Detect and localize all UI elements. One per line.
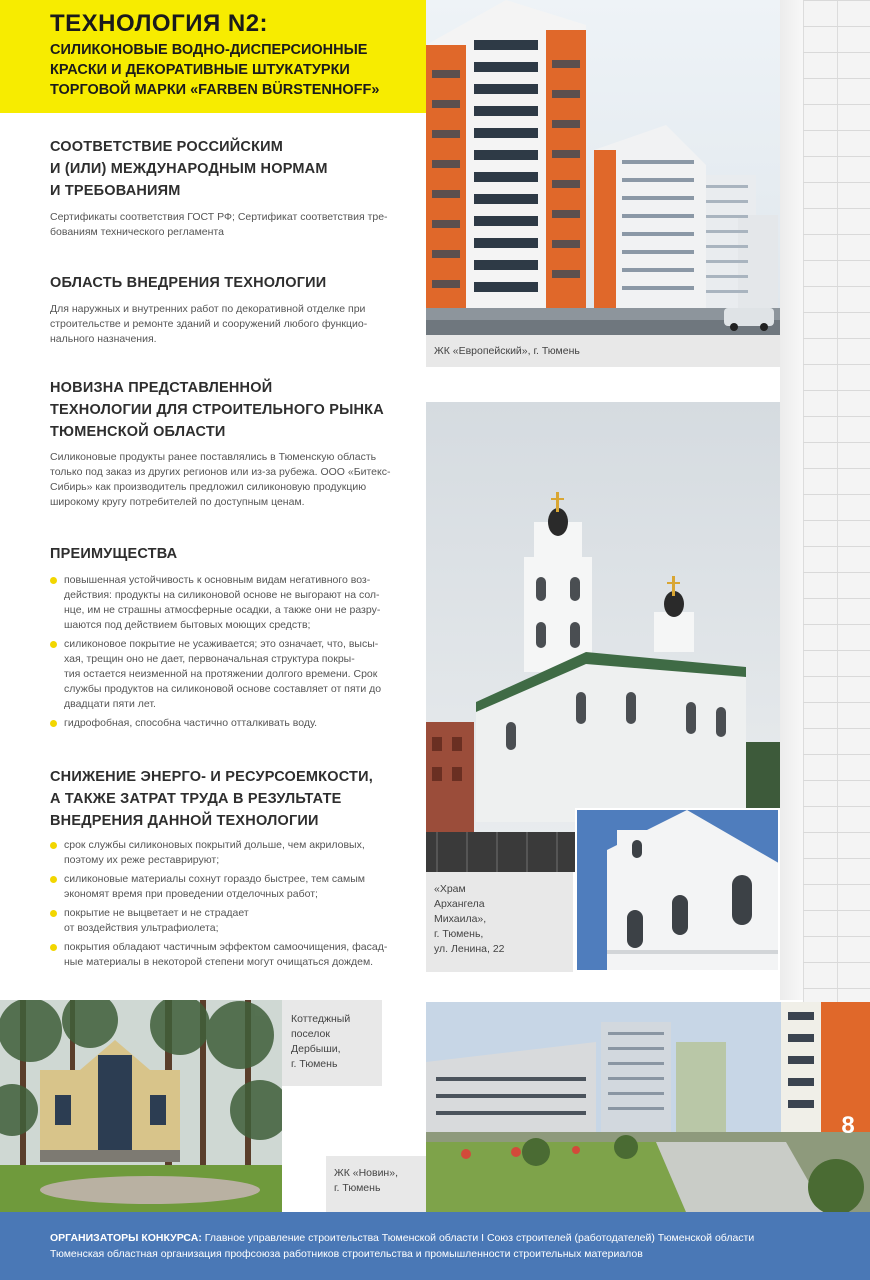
section-heading: НОВИЗНА ПРЕДСТАВЛЕННОЙ bbox=[50, 380, 273, 396]
caption-cottage: Коттеджный поселок Дербыши, г. Тюмень bbox=[282, 1000, 382, 1086]
footer-organizers bbox=[0, 1212, 870, 1280]
church-illustration bbox=[426, 402, 780, 872]
section-heading: И (ИЛИ) МЕЖДУНАРОДНЫМ НОРМАМ bbox=[50, 161, 328, 177]
photo-novin-complex bbox=[426, 1002, 870, 1212]
section-heading: СНИЖЕНИЕ ЭНЕРГО- И РЕСУРСОЕМКОСТИ, bbox=[50, 769, 373, 785]
novin-illustration bbox=[426, 1002, 870, 1212]
caption-novin: ЖК «Новин», г. Тюмень bbox=[326, 1156, 426, 1212]
footer-line-1 bbox=[50, 1230, 870, 1246]
page-title: ТЕХНОЛОГИЯ N2: bbox=[50, 10, 269, 37]
list-item: срок службы силиконовых покрытий дольше, чем акриловых, поэтому их реже реставрируют; bbox=[50, 838, 410, 868]
footer-label: ОРГАНИЗАТОРЫ КОНКУРСА: bbox=[50, 1232, 202, 1244]
section-heading: А ТАКЖЕ ЗАТРАТ ТРУДА В РЕЗУЛЬТАТЕ bbox=[50, 791, 342, 807]
wall-shadow bbox=[780, 0, 804, 1000]
section-novelty bbox=[50, 377, 410, 510]
section-text: Сертификаты соответствия ГОСТ РФ; Сертификат соответствия тре- bbox=[50, 211, 388, 223]
section-text: широкому кругу потребителей по доступным ценам. bbox=[50, 496, 305, 508]
section-heading: ТЕХНОЛОГИИ ДЛЯ СТРОИТЕЛЬНОГО РЫНКА bbox=[50, 402, 384, 418]
section-text: Силиконовые продукты ранее поставлялись в Тюменскую область bbox=[50, 451, 377, 463]
section-text: бованиям технического регламента bbox=[50, 226, 224, 238]
section-text: строительстве и ремонте зданий и сооружений любого функцио- bbox=[50, 318, 368, 330]
page-number: 8 bbox=[841, 1112, 855, 1139]
bullet-dot-icon bbox=[50, 910, 57, 917]
caption-europe: ЖК «Европейский», г. Тюмень bbox=[426, 335, 780, 367]
bullet-dot-icon bbox=[50, 944, 57, 951]
section-heading: ТЮМЕНСКОЙ ОБЛАСТИ bbox=[50, 424, 226, 440]
section-text: Сибирь» как производитель предложил силиконовую продукцию bbox=[50, 481, 367, 493]
bullet-dot-icon bbox=[50, 842, 57, 849]
section-reduction bbox=[50, 766, 410, 974]
photo-church-detail bbox=[575, 808, 780, 972]
section-heading: ПРЕИМУЩЕСТВА bbox=[50, 546, 178, 562]
reduction-list bbox=[50, 838, 410, 970]
footer-organizers-list: Главное управление строительства Тюменской области I Союз строителей (работодателей) Тюменской области bbox=[204, 1232, 755, 1244]
title-block bbox=[0, 0, 426, 113]
section-text: Для наружных и внутренних работ по декоративной отделке при bbox=[50, 303, 366, 315]
bullet-dot-icon bbox=[50, 641, 57, 648]
list-item: повышенная устойчивость к основным видам негативного воз- действия: продукты на силиконовой основе не выгорают на сол- нце, им не страшны атмосферные осадки, а также они не разру- шаются под действием бытовых моющих средств; bbox=[50, 573, 410, 633]
list-item: гидрофобная, способна частично отталкивать воду. bbox=[50, 716, 410, 731]
list-item: силиконовое покрытие не усаживается; это означает, что, высы- хая, трещин оно не дает, первоначальная структура покры- тия остается неизменной на протяжении долгого времени. Срок службы продуктов на силиконовой основе составляет от пяти до двадцати пяти лет. bbox=[50, 637, 410, 712]
photo-europe-complex bbox=[426, 0, 780, 335]
bullet-dot-icon bbox=[50, 876, 57, 883]
section-heading: ОБЛАСТЬ ВНЕДРЕНИЯ ТЕХНОЛОГИИ bbox=[50, 275, 327, 291]
list-item: покрытия обладают частичным эффектом самоочищения, фасад- ные материалы в некоторой степени могут очищаться дождем. bbox=[50, 940, 410, 970]
photo-cottage bbox=[0, 1000, 282, 1212]
photo-church bbox=[426, 402, 780, 872]
section-scope bbox=[50, 272, 410, 347]
bullet-dot-icon bbox=[50, 720, 57, 727]
section-text: только под заказ из других регионов или из-за рубежа. ООО «Битекс- bbox=[50, 466, 391, 478]
bullet-dot-icon bbox=[50, 577, 57, 584]
church-detail-illustration bbox=[577, 810, 780, 972]
towers-illustration bbox=[426, 0, 780, 335]
section-heading: СООТВЕТСТВИЕ РОССИЙСКИМ bbox=[50, 139, 284, 155]
page-subtitle: СИЛИКОНОВЫЕ ВОДНО-ДИСПЕРСИОННЫЕ КРАСКИ И ДЕКОРАТИВНЫЕ ШТУКАТУРКИ ТОРГОВОЙ МАРКИ «FARBEN BÜRSTENHOFF» bbox=[50, 42, 380, 98]
section-advantages bbox=[50, 543, 410, 735]
caption-church: «Храм Архангела Михаила», г. Тюмень, ул. Ленина, 22 bbox=[426, 872, 573, 972]
advantages-list bbox=[50, 573, 410, 731]
list-item: покрытие не выцветает и не страдает от воздействия ультрафиолета; bbox=[50, 906, 410, 936]
list-item: силиконовые материалы сохнут гораздо быстрее, тем самым экономят время при проведении отделочных работ; bbox=[50, 872, 410, 902]
section-heading: ВНЕДРЕНИЯ ДАННОЙ ТЕХНОЛОГИИ bbox=[50, 813, 319, 829]
cottage-illustration bbox=[0, 1000, 282, 1212]
footer-line-2: Тюменская областная организация профсоюза работников строительства и промышленности строительных материалов bbox=[50, 1248, 643, 1260]
section-compliance bbox=[50, 136, 410, 240]
section-text: нального назначения. bbox=[50, 333, 157, 345]
section-heading: И ТРЕБОВАНИЯМ bbox=[50, 183, 181, 199]
